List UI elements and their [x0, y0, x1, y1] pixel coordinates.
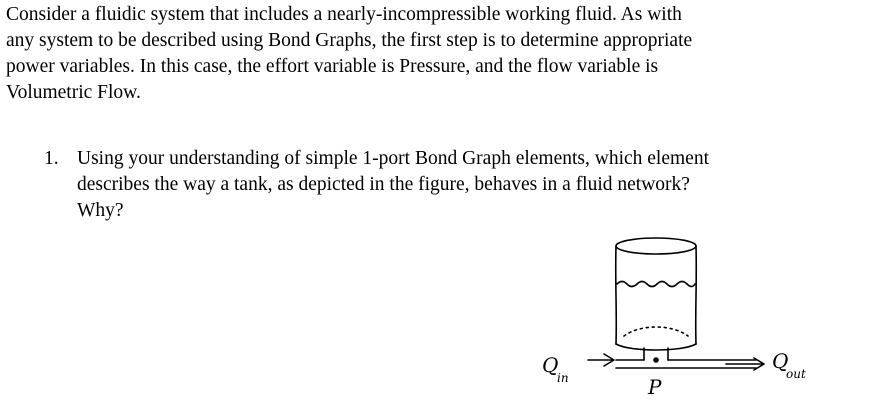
- question-line-2: describes the way a tank, as depicted in the figure, behaves in a fluid network?: [77, 174, 690, 195]
- pressure-tap-dot: [654, 358, 658, 362]
- tank-right-wall: [696, 246, 697, 344]
- tank-top-rim: [616, 238, 696, 254]
- tank-sketch: [520, 232, 820, 408]
- q-in-label: Q: [542, 353, 559, 377]
- intro-line-4: Volumetric Flow.: [6, 82, 141, 103]
- question-number: 1.: [44, 148, 59, 169]
- intro-line-1: Consider a fluidic system that includes a nearly-incompressible working fluid. As with: [6, 4, 682, 25]
- liquid-surface: [617, 282, 695, 287]
- intro-paragraph: [6, 2, 868, 106]
- tank-figure: [520, 232, 820, 408]
- question-text: [77, 146, 867, 224]
- question-line-3: Why?: [77, 200, 124, 221]
- tank-bottom: [616, 344, 696, 350]
- question-line-1: Using your understanding of simple 1-port Bond Graph elements, which element: [77, 148, 709, 169]
- q-out-label: Q: [772, 349, 789, 373]
- intro-line-2: any system to be described using Bond Graphs, the first step is to determine appropriate: [6, 30, 693, 51]
- intro-line-3: power variables. In this case, the effort variable is Pressure, and the flow variable is: [6, 56, 659, 77]
- inflow-arrow: [588, 354, 614, 366]
- pressure-label: P: [648, 375, 662, 399]
- tank-left-wall: [616, 246, 617, 344]
- q-out-subscript: out: [786, 367, 806, 381]
- q-in-subscript: in: [557, 371, 569, 385]
- tank-inner-dotted-line: [624, 327, 688, 336]
